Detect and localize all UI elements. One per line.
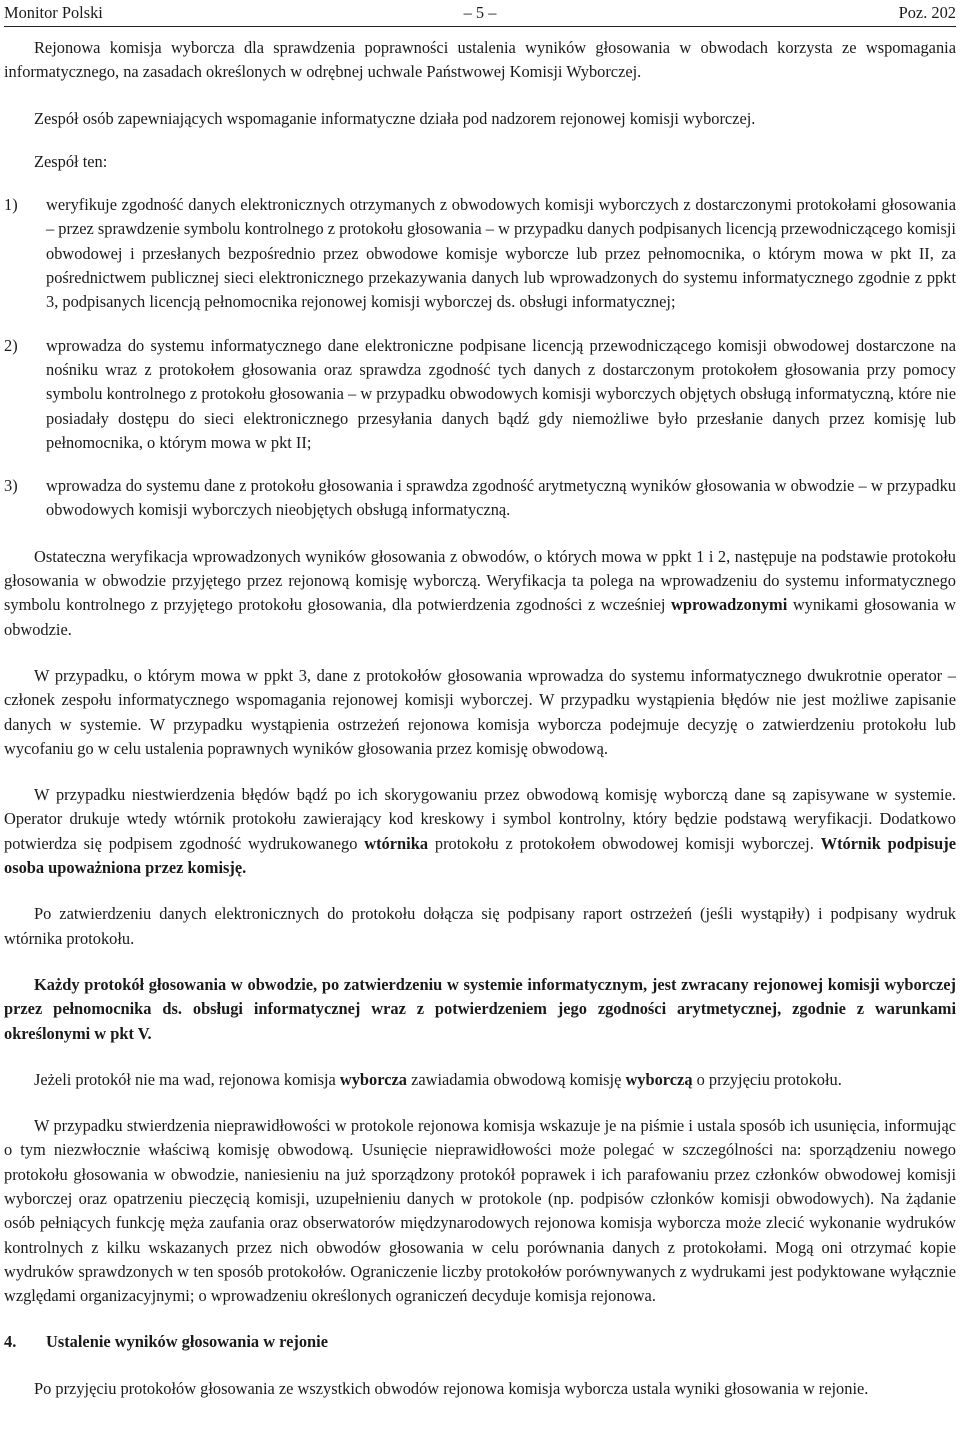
bold-text-run: wprowadzonymi [671, 595, 788, 615]
text-run: Ostateczna weryfikacja wprowadzonych wyników głosowania z obwodów, o których mowa w ppkt 1 i 2, następuje na podstawie protokołu głosowania w obwodzie przyjętego przez rejonową komisję wyborczą. Weryfikacja ta polega na wprowadzeniu do systemu informatycznego symbolu kontrolnego z przyjętego protokołu głosowania, dla potwierdzenia zgodności z wcześniej [4, 546, 956, 615]
list-number: 3) [4, 476, 18, 496]
defect-paragraph: W przypadku stwierdzenia nieprawidłowości w protokole rejonowa komisja wskazuje je na piśmie i ustala sposób ich usunięcia, informując o tym niezwłocznie właściwą komisję obwodową. Usunięcie nieprawidłowości może polegać w szczególności na: sporządzeniu nowego protokołu głosowania w obwodzie, naniesieniu na już sporządzony protokół poprawek i ich parafowaniu przez członków obwodowej komisji wyborczej oraz opatrzeniu pieczęcią komisji, uzupełnieniu danych w protokole (np. podpisów członków komisji obwodowych). Na żądanie osób pełniących funkcję męża zaufania oraz obserwatorów międzynarodowych rejonowa komisja wyborcza może zlecić wykonanie wydruków kontrolnych z kilku wskazanych przez nich obwodów głosowania w celu porównania danych z protokołami. Mogą oni otrzymać kopie wydruków sprawdzonych w ten sposób protokołów. Ograniczenie liczby protokołów porównywanych z wydrukami jest podyktowane wyłącznie względami organizacyjnymi; o wprowadzeniu określonych ograniczeń decyduje komisja rejonowa. [4, 1116, 956, 1306]
section-title: Ustalenie wyników głosowania w rejonie [46, 1332, 328, 1352]
text-run: o przyjęciu protokołu. [692, 1069, 842, 1089]
list-number: 2) [4, 335, 18, 355]
list-text: wprowadza do systemu informatycznego dane elektroniczne podpisane licencją przewodniczącego komisji obwodowej dostarczone na nośniku wraz z protokołem głosowania oraz sprawdza zgodność tych danych z dostarczonym protokołem głosowania przy pomocy symbolu kontrolnego z protokołu głosowania – w przypadku obwodowych komisji wyborczych objętych obsługą informatyczną, które nie posiadały dostępu do sieci elektronicznego przesyłania danych bądź gdy niemożliwe było przesłanie danych przez komisję lub pełnomocnika, o którym mowa w pkt II; [46, 335, 956, 452]
list-item-1 [4, 193, 956, 314]
item-number: Poz. 202 [898, 3, 956, 22]
text-run: Jeżeli protokół nie ma wad, rejonowa komisja [34, 1069, 340, 1089]
no-errors-paragraph [4, 783, 956, 880]
page-number: – 5 – [463, 3, 497, 22]
list-number: 1) [4, 195, 18, 215]
list-text: wprowadza do systemu dane z protokołu głosowania i sprawdza zgodność arytmetyczną wyników głosowania w obwodzie – w przypadku obwodowych komisji wyborczych nieobjętych obsługą informatyczną. [46, 476, 956, 520]
bold-paragraph: Każdy protokół głosowania w obwodzie, po zatwierdzeniu w systemie informatycznym, jest zwracany rejonowej komisji wyborczej przez pełnomocnika ds. obsługi informatycznej wraz z potwierdzeniem jego zgodności arytmetycznej, zgodnie z warunkami określonymi w pkt V. [4, 974, 956, 1043]
section-heading [4, 1330, 956, 1354]
bold-text-run: wyborcza [339, 1069, 407, 1089]
text-run: zawiadamia obwodową komisję [406, 1069, 626, 1089]
list-item-3 [4, 474, 956, 523]
intro-paragraph-1: Rejonowa komisja wyborcza dla sprawdzenia poprawności ustalenia wyników głosowania w obwodach korzysta ze wspomagania informatycznego, na zasadach określonych w odrębnej uchwale Państwowej Komisji Wyborczej. [4, 38, 956, 82]
verification-paragraph [4, 545, 956, 642]
bold-text-run: wtórnika [364, 833, 429, 853]
case3-paragraph: W przypadku, o którym mowa w ppkt 3, dane z protokołów głosowania wprowadza do systemu informatycznego dwukrotnie operator – członek zespołu informatycznego wspomagania rejonowej komisji wyborczej. W przypadku wystąpienia błędów nie jest możliwe zapisanie danych w systemie. W przypadku wystąpienia ostrzeżeń rejonowa komisja wyborcza podejmuje decyzję o zatwierdzeniu protokołu lub wycofaniu go w celu ustalenia poprawnych wyników głosowania przez komisję obwodową. [4, 665, 956, 758]
text-run: protokołu z protokołem obwodowej komisji wyborczej. [428, 833, 821, 853]
list-text: weryfikuje zgodność danych elektronicznych otrzymanych z obwodowych komisji wyborczych z dostarczonymi protokołami głosowania – przez sprawdzenie symbolu kontrolnego z protokołu głosowania – w przypadku danych podpisanych licencją przewodniczącego komisji obwodowej i przesłanych bezpośrednio przez obwodowe komisje wyborcze lub przez pełnomocnika, o którym mowa w pkt II, za pośrednictwem publicznej sieci elektronicznego przekazywania danych lub wprowadzonych do systemu informatycznego zgodnie z ppkt 3, podpisanych licencją pełnomocnika rejonowej komisji wyborczej ds. obsługi informatycznej; [46, 195, 956, 312]
no-defect-paragraph [4, 1068, 956, 1092]
intro-paragraph-2: Zespół osób zapewniających wspomaganie informatyczne działa pod nadzorem rejonowej komisji wyborczej. [34, 108, 756, 128]
text-run: wynikami głosowania w obwodzie. [4, 595, 956, 639]
section-number: 4. [4, 1332, 17, 1352]
bold-text-run: wyborczą [625, 1069, 693, 1089]
list-item-2 [4, 334, 956, 455]
document-page [4, 0, 956, 1401]
report-paragraph: Po zatwierdzeniu danych elektronicznych do protokołu dołącza się podpisany raport ostrzeżeń (jeśli wystąpiły) i podpisany wydruk wtórnika protokołu. [4, 904, 956, 948]
intro-paragraph-3: Zespół ten: [34, 151, 108, 171]
final-paragraph: Po przyjęciu protokołów głosowania ze wszystkich obwodów rejonowa komisja wyborcza ustala wyniki głosowania w rejonie. [34, 1378, 869, 1398]
journal-title: Monitor Polski [4, 3, 103, 22]
page-header [4, 0, 956, 27]
text-run: W przypadku niestwierdzenia błędów bądź po ich skorygowaniu przez obwodową komisję wyborczą dane są zapisywane w systemie. Operator drukuje wtedy wtórnik protokołu zawierający kod kreskowy i symbol kontrolny, który będzie podstawą weryfikacji. Dodatkowo potwierdza się podpisem zgodność wydrukowanego [4, 785, 956, 853]
bold-text-run: Wtórnik podpisuje osoba upoważniona przez komisję. [4, 833, 957, 878]
